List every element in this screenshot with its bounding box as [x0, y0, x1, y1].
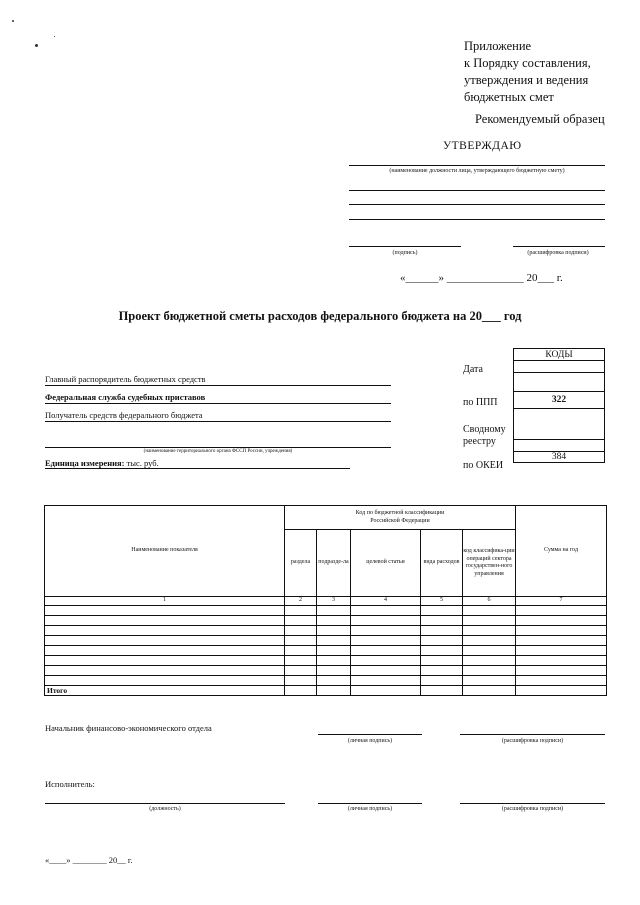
table-row: [45, 656, 607, 666]
scan-speck: [12, 20, 14, 22]
table-cell[interactable]: [516, 626, 607, 636]
approval-date-line: «______» ______________ 20___ г.: [400, 272, 563, 284]
unit-line: [45, 468, 350, 469]
executor-position-line: [45, 803, 285, 804]
executor-signature-caption: (личная подпись): [347, 806, 393, 812]
table-cell[interactable]: [351, 676, 421, 686]
table-cell[interactable]: [351, 626, 421, 636]
approver-decoding-caption: (расшифровка подписи): [527, 250, 589, 256]
table-cell[interactable]: [45, 636, 285, 646]
table-cell[interactable]: [45, 666, 285, 676]
approve-title: УТВЕРЖДАЮ: [443, 140, 522, 152]
executor-signature-line: [318, 803, 422, 804]
table-cell[interactable]: [463, 656, 516, 666]
table-cell[interactable]: [463, 626, 516, 636]
unit-value: тыс. руб.: [124, 458, 159, 468]
main-manager-label: Главный распорядитель бюджетных средств: [45, 374, 206, 384]
head-signature-line: [318, 734, 422, 735]
table-cell[interactable]: [421, 656, 463, 666]
table-cell[interactable]: [421, 636, 463, 646]
col-number: 2: [285, 597, 317, 606]
table-cell[interactable]: [317, 636, 351, 646]
appendix-line: утверждения и ведения: [464, 73, 589, 87]
table-cell[interactable]: [516, 636, 607, 646]
codes-empty-cell[interactable]: [514, 440, 605, 452]
approver-signature-line: [349, 246, 461, 247]
col-operation-header: код классифика-ции операций сектора государствен-ного управления: [463, 530, 516, 597]
executor-decoding-line: [460, 803, 605, 804]
approver-extra-line: [349, 190, 605, 191]
ppp-label: по ППП: [463, 397, 498, 408]
col-number: 7: [516, 597, 607, 606]
table-cell[interactable]: [351, 686, 421, 696]
table-cell[interactable]: [317, 646, 351, 656]
table-cell[interactable]: [317, 676, 351, 686]
col-number: 4: [351, 597, 421, 606]
table-cell[interactable]: [463, 606, 516, 616]
table-cell[interactable]: [317, 666, 351, 676]
col-number: 6: [463, 597, 516, 606]
approver-signature-caption: (подпись): [392, 250, 418, 256]
total-row: [45, 686, 607, 696]
table-cell[interactable]: [463, 676, 516, 686]
table-cell[interactable]: [351, 616, 421, 626]
okei-label: по ОКЕИ: [463, 460, 504, 471]
service-name: Федеральная служба судебных приставов: [45, 392, 206, 402]
codes-date-cell-2[interactable]: [514, 373, 605, 392]
approver-extra-line: [349, 204, 605, 205]
table-cell[interactable]: [317, 606, 351, 616]
table-cell[interactable]: [45, 646, 285, 656]
approver-extra-line: [349, 219, 605, 220]
recipient-line: [45, 421, 391, 422]
table-cell[interactable]: [351, 666, 421, 676]
registry-label-line: реестру: [463, 436, 496, 447]
col-subsection-header: подразде-ла: [317, 530, 351, 597]
table-cell[interactable]: [285, 656, 317, 666]
table-cell[interactable]: [516, 666, 607, 676]
table-cell[interactable]: [421, 616, 463, 626]
unit-label: Единица измерения:: [45, 458, 125, 468]
table-cell[interactable]: [317, 616, 351, 626]
unit-of-measure: [45, 458, 159, 468]
registry-label-line: Сводному: [463, 424, 506, 435]
table-cell[interactable]: [285, 606, 317, 616]
classification-header-line: Российской Федерации: [370, 517, 430, 524]
table-cell[interactable]: [463, 666, 516, 676]
table-cell[interactable]: [45, 656, 285, 666]
appendix-line: к Порядку составления,: [464, 56, 591, 70]
table-cell[interactable]: [45, 616, 285, 626]
table-cell[interactable]: [351, 646, 421, 656]
table-cell[interactable]: [421, 626, 463, 636]
table-row: [45, 626, 607, 636]
table-cell[interactable]: [45, 626, 285, 636]
table-cell[interactable]: [516, 646, 607, 656]
main-manager-line: [45, 385, 391, 386]
scan-speck: [35, 44, 38, 47]
table-row: [45, 636, 607, 646]
head-decoding-line: [460, 734, 605, 735]
head-title: Начальник финансово-экономического отдела: [45, 723, 212, 733]
table-cell[interactable]: [285, 676, 317, 686]
table-cell[interactable]: [421, 676, 463, 686]
table-cell[interactable]: [317, 656, 351, 666]
table-cell[interactable]: [516, 686, 607, 696]
col-number: 1: [45, 597, 285, 606]
table-cell[interactable]: [516, 656, 607, 666]
table-row: [45, 666, 607, 676]
scan-speck: [54, 36, 55, 37]
table-row: [45, 646, 607, 656]
table-cell[interactable]: [285, 666, 317, 676]
territorial-caption: (наименование территориального органа ФССП России, учреждения): [143, 449, 293, 454]
col-number: 3: [317, 597, 351, 606]
service-line: [45, 403, 391, 404]
head-decoding-caption: (расшифровка подписи): [501, 738, 564, 744]
footer-date-line: «____» ________ 20__ г.: [45, 855, 133, 865]
table-cell[interactable]: [351, 636, 421, 646]
executor-label: Исполнитель:: [45, 779, 95, 789]
table-cell[interactable]: [421, 646, 463, 656]
table-cell[interactable]: [421, 606, 463, 616]
territorial-line: [45, 447, 391, 448]
executor-decoding-caption: (расшифровка подписи): [501, 806, 564, 812]
table-cell[interactable]: [285, 646, 317, 656]
table-row: [45, 676, 607, 686]
classification-header-line: Код по бюджетной классификации: [355, 510, 445, 516]
col-name-header: Наименование показателя: [45, 506, 285, 597]
total-label: Итого: [45, 686, 285, 696]
table-cell[interactable]: [463, 636, 516, 646]
table-cell[interactable]: [421, 666, 463, 676]
recommended-sample: Рекомендуемый образец: [475, 112, 605, 126]
codes-ppp-value[interactable]: 322: [514, 392, 605, 409]
codes-table: [513, 348, 605, 463]
codes-header: КОДЫ: [514, 349, 605, 361]
col-section-header: раздела: [285, 530, 317, 597]
codes-registry-cell[interactable]: [514, 409, 605, 440]
codes-okei-value[interactable]: 384: [514, 452, 605, 463]
table-row: [45, 606, 607, 616]
col-number: 5: [421, 597, 463, 606]
budget-table: [44, 505, 607, 696]
registry-label: [463, 424, 506, 448]
col-target-header: целевой статьи: [351, 530, 421, 597]
table-cell[interactable]: [421, 686, 463, 696]
table-cell[interactable]: [317, 626, 351, 636]
appendix-line: бюджетных смет: [464, 90, 554, 104]
recipient-label: Получатель средств федерального бюджета: [45, 410, 203, 420]
table-cell[interactable]: [285, 686, 317, 696]
table-cell[interactable]: [285, 636, 317, 646]
table-cell[interactable]: [285, 616, 317, 626]
table-cell[interactable]: [463, 616, 516, 626]
table-cell[interactable]: [516, 606, 607, 616]
table-cell[interactable]: [516, 616, 607, 626]
document-title: Проект бюджетной сметы расходов федерального бюджета на 20___ год: [118, 309, 522, 323]
table-cell[interactable]: [317, 686, 351, 696]
executor-position-caption: (должность): [149, 806, 181, 812]
table-cell[interactable]: [351, 606, 421, 616]
table-cell[interactable]: [45, 676, 285, 686]
head-signature-caption: (личная подпись): [347, 738, 393, 744]
approver-position-caption: (наименование должности лица, утверждающего бюджетную смету): [389, 168, 565, 174]
col-sum-header: Сумма на год: [516, 506, 607, 597]
col-type-header: вида расходов: [421, 530, 463, 597]
table-cell[interactable]: [285, 626, 317, 636]
table-cell[interactable]: [351, 656, 421, 666]
table-cell[interactable]: [45, 606, 285, 616]
table-cell[interactable]: [463, 646, 516, 656]
approver-position-line: [349, 165, 605, 166]
table-cell[interactable]: [463, 686, 516, 696]
appendix-block: [464, 38, 591, 106]
appendix-line: Приложение: [464, 39, 532, 53]
approver-decoding-line: [513, 246, 605, 247]
classification-header: [285, 506, 516, 530]
codes-date-cell[interactable]: [514, 361, 605, 373]
table-cell[interactable]: [516, 676, 607, 686]
date-label: Дата: [463, 364, 483, 375]
table-row: [45, 616, 607, 626]
